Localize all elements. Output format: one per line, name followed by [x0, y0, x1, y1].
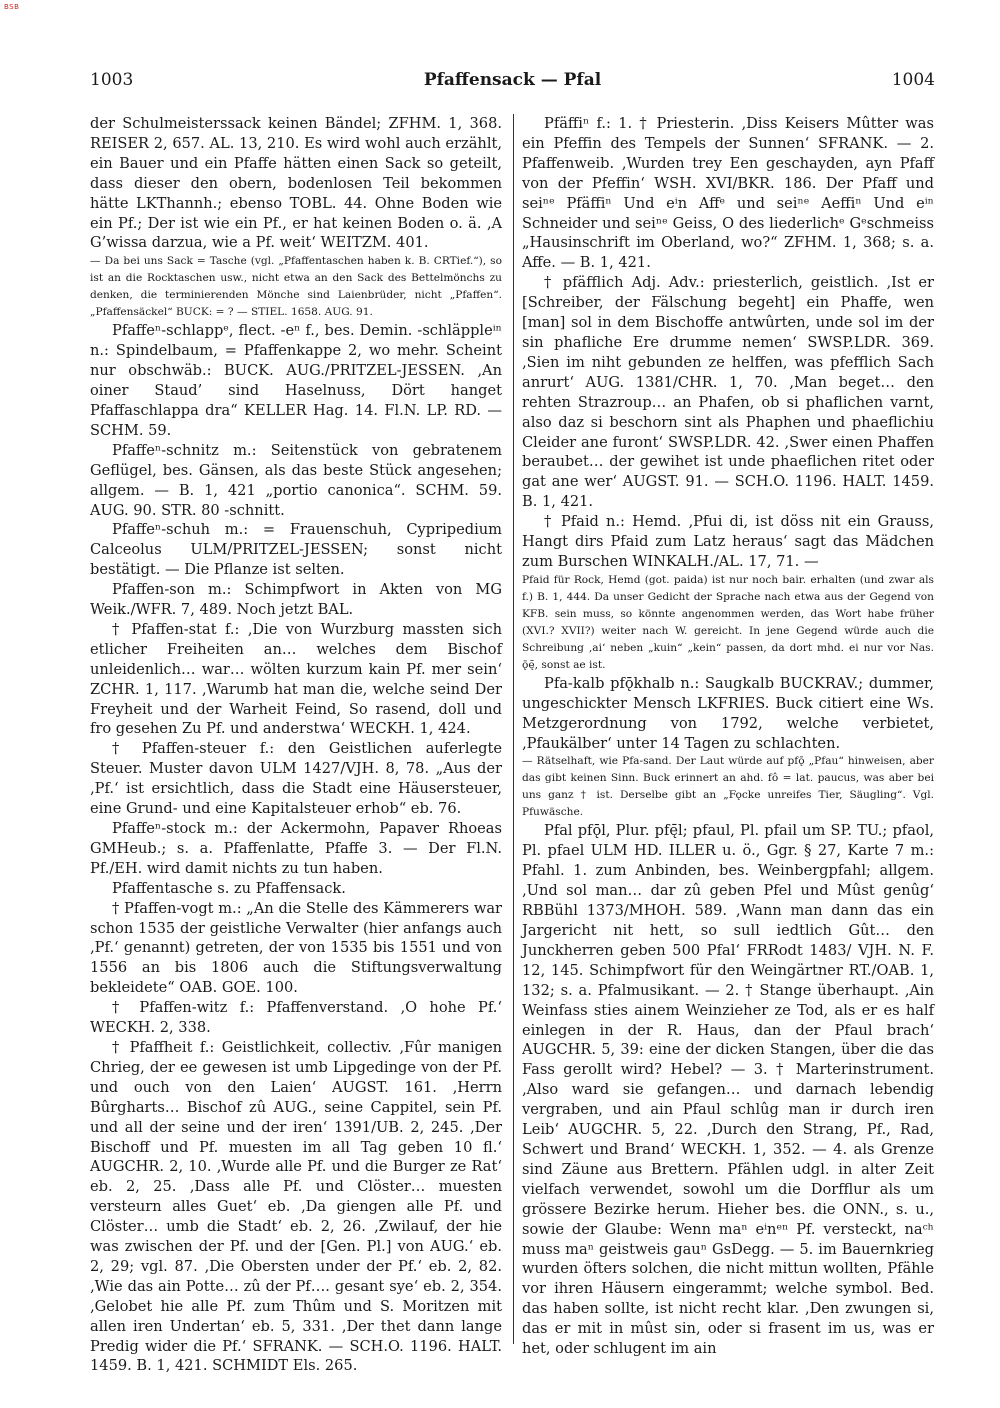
library-stamp: BSB [4, 3, 20, 11]
entry-pfaffheit: † Pfaffheit f.: Geistlichkeit, collectiv. ‚Fûr manigen Chrieg, der ee gewesen ist umb Lipgedinge von der Pf. und ouch von den Laien‘ AUGST. 161. ‚Herrn Bûrgharts… Bischof zû AUG., seine Cappitel, sein Pf. und all der seine und der iren‘ 1391/UB. 2, 245. ‚Der Bischoff und Pf. muesten im all Tag geben 10 fl.‘ AUGCHR. 2, 10. ‚Wurde alle Pf. und die Burger ze Rat‘ eb. 2, 25. ‚Dass alle Pf. und Clöster… muesten versteurn alles Guet‘ eb. ‚Da giengen alle Pf. und Clöster… umb die Stadt‘ eb. 2, 26. ‚Zwilauf, der hie was zwischen der Pf. und der [Gen. Pl.] von AUG.‘ eb. 2, 29; vgl. 87. ‚Die Obersten under der Pf.‘ eb. 2, 82. ‚Wie das ain Potte… zû der Pf…. gesant sye‘ eb. 2, 354. ‚Gelobet hie alle Pf. zum Thûm und S. Moritzen mit allen iren Undertan‘ eb. 5, 331. ‚Der thet dann lange Predig wider die Pf.‘ SFRANK. — SCH.O. 1196. HALT. 1459. B. 1, 421. SCHMIDT Els. 265. [90, 1038, 502, 1375]
entry-pfaffenstat: † Pfaffen-stat f.: ‚Die von Wurzburg massten sich etlicher Freiheiten an… welches dem Bischof unleidenlich… war… wölten kurzum kain Pf. mer sein‘ ZCHR. 1, 117. ‚Warumb hat man die, welche seind Der Freyheit und der Warheit Feind, So rasend, doll und fro gesehen Zu Pf. und anderstwa‘ WECKH. 1, 424. [90, 620, 502, 738]
entry-pfal: Pfal pfǭl, Plur. pfę̄l; pfaul, Pl. pfail um SP. TU.; pfaol, Pl. pfael ULM HD. ILLER u. ö., Ggr. § 27, Karte 7 m.: Pfahl. 1. zum Anbinden, bes. Weinbergpfahl; allgem. ‚Und sol man… dar zû geben Pfel und Mûst genûg‘ RBBühl 1373/MHOH. 589. ‚Wann man dann das ein Jargericht nit hett, so sull iedtlich Gût… den Junckherren geben 500 Pfal‘ FRRodt 1483/ VJH. N. F. 12, 145. Schimpfwort für den Weingärtner RT./OAB. 1, 132; s. a. Pfalmusikant. — 2. † Stange überhaupt. ‚Ain Weinfass sties ainem Weinzieher ze Tod, als er es half einlegen in der R. Haus, dan der Pfaul brach‘ AUGCHR. 5, 39: eine der dicken Stangen, über die das Fass gerollt wird? Hebel? — 3. † Marterinstrument. ‚Also ward sie gefangen… und darnach lebendig vergraben, und ain Pfaul schlûg man ir durch iren Leib‘ AUGCHR. 5, 22. ‚Durch den Strang, Pf., Rad, Schwert und Brand‘ WECKH. 1, 352. — 4. als Grenze sind Zäune aus Brettern. Pfählen udgl. in alter Zeit vielfach verwendet, sowohl um die Dorfflur als um grössere Bezirke herum. Hieher bes. die ONN., s. u., sowie der Glaube: Wenn maⁿ eⁱnᵉⁿ Pf. versteckt, naᶜʰ muss maⁿ geistweis gauⁿ GsDegg. — 5. im Bauernkrieg wurden öfters solchen, die nicht mittun wollten, Pfähle vor ihren Häusern eingerammt; welche symbol. Bed. das haben sollte, ist nicht recht klar. ‚Den zwungen si, das er mit in mûst sin, oder si frasent im us, was er het, oder schlugent im ain [522, 822, 934, 1358]
entry-pfaffenstock: Pfaffeⁿ-stock m.: der Ackermohn, Papaver Rhoeas GMHeub.; s. a. Pfaffenlatte, Pfaffe 3. — Der Fl.N. Pf./EH. wird damit nichts zu tun haben. [90, 820, 502, 877]
entry-pfaffentasche: Pfaffentasche s. zu Pfaffensack. [112, 879, 346, 897]
right-column [522, 114, 934, 1358]
running-title: Pfaffensack — Pfal [423, 70, 602, 90]
page-header [90, 70, 935, 96]
entry-pfaffensteuer: † Pfaffen-steuer f.: den Geistlichen auferlegte Steuer. Muster davon ULM 1427/VJH. 8, 78. „Aus der ‚Pf.‘ ist ersichtlich, dass die Stadt eine Häusersteuer, eine Grund- und eine Kapitalsteuer erhob“ eb. 76. [90, 740, 502, 818]
entry-pfakalb: Pfa-kalb pfǭkhalb n.: Saugkalb BUCKRAV.; dummer, ungeschickter Mensch LKFRIES. Buck citiert eine Ws. Metzgerordnung von 1792, welche verbietet, ‚Pfaukälber‘ unter 14 Tagen zu schlachten. [522, 674, 934, 752]
entry-pfaffenwitz: † Pfaffen-witz f.: Pfaffenverstand. ‚O hohe Pf.‘ WECKH. 2, 338. [90, 999, 502, 1037]
entry-pfaffenson: Pfaffen-son m.: Schimpfwort in Akten von MG Weik./WFR. 7, 489. Noch jetzt BAL. [90, 581, 502, 619]
entry-pfaffenschnitz: Pfaffeⁿ-schnitz m.: Seitenstück von gebratenem Geflügel, bes. Gänsen, als das beste Stück angesehen; allgem. — B. 1, 421 „portio canonica“. SCHM. 59. AUG. 90. STR. 80 -schnitt. [90, 441, 502, 519]
entry-pfaid: † Pfaid n.: Hemd. ‚Pfui di, ist döss nit ein Grauss, Hangt dirs Pfaid zum Latz heraus‘ sagt das Mädchen zum Burschen WINKALH./AL. 17, 71. — [522, 513, 934, 570]
pfaid-note: Pfaid für Rock, Hemd (got. paida) ist nur noch bair. erhalten (und zwar als f.) B. 1, 444. Da unser Gedicht der Sprache nach etwa aus der Gegend von KFB. sein muss, so könnte angenommen werden, das Wort habe früher (XVI.? XVII?) weiter nach W. gereicht. In jene Gegend würde auch die Schreibung ‚ai‘ neben „kuin“ „kein“ passen, da dort mhd. ei nur vor Nas. ǭę̄, sonst ae ist. [522, 573, 934, 671]
left-para-0: der Schulmeisterssack keinen Bändel; ZFHM. 1, 368. REISER 2, 657. AL. 13, 210. Es wird wohl auch erzählt, ein Bauer und ein Pfaffe hätten einen Sack so geteilt, dass dieser den obern, bodenlosen Teil bekommen hätte LKThannh.; ebenso TOBL. 44. Ohne Boden wie ein Pf.; Der ist wie ein Pf., er hat keinen Boden o. ä. ‚A G’wissa darzua, wie a Pf. weit‘ WEITZM. 401. [90, 115, 502, 252]
left-column [90, 114, 502, 1375]
entry-pfaeffin: Pfäffiⁿ f.: 1. † Priesterin. ‚Diss Keisers Mûtter was ein Pfeffin des Tempels der Sunnen‘ SFRANK. — 2. Pfaffenweib. ‚Wurden trey Een geschayden, ayn Pfaff von der Pfeffin‘ WSH. XVI/BKR. 186. Der Pfaff und seiⁿᵉ Pfäffiⁿ Und eⁱn Affᵉ und seiⁿᵉ Aeffiⁿ Und eⁱⁿ Schneider und seiⁿᵉ Geiss, O des liederlichᵉ Gᵉschmeiss „Hausinschrift im Oberland, wo?“ ZFHM. 1, 368; s. a. Affe. — B. 1, 421. [522, 115, 934, 272]
page-number-left: 1003 [90, 70, 134, 90]
entry-pfaefflich: † pfäfflich Adj. Adv.: priesterlich, geistlich. ‚Ist er [Schreiber, der Fälschung begeht] ein Phaffe, wen [man] sol in dem Bischoffe antwûrten, unde sol im der sin phafliche Ere drumme nemen‘ SWSP.LDR. 369. ‚Sien im niht gebunden ze helffen, was pfefflich Sach anrurt‘ AUG. 1381/CHR. 1, 70. ‚Man beget… den rehten Strazroup… an Phafen, ob si phaflichen varnt, also daz si beschorn sint als Phaphen und phaeflichiu Cleider ane furont‘ SWSP.LDR. 42. ‚Swer einen Phaffen beraubet… der gewihet ist unde phaeflichen ritet oder gat ane wer‘ AUGST. 91. — SCH.O. 1196. HALT. 1459. B. 1, 421. [522, 274, 934, 511]
column-divider [513, 114, 514, 1344]
entry-pfaffenschlappe: Pfaffeⁿ-schlappᵉ, flect. -eⁿ f., bes. Demin. -schläppleⁱⁿ n.: Spindelbaum, = Pfaffenkappe 2, wo mehr. Scheint nur obschwäb.: BUCK. AUG./PRITZEL-JESSEN. ‚An oiner Staud’ sind Haselnuss, Dört hanget Pfaffaschlappa dra“ KELLER Hag. 14. Fl.N. LP. RD. — SCHM. 59. [90, 322, 502, 439]
left-note-1: — Da bei uns Sack = Tasche (vgl. „Pfaffentaschen haben k. B. CRTief.“), so ist an die Rocktaschen usw., nicht etwa an den Sack des Bettelmönchs zu denken, die terminierenden Mönche sind Laienbrüder, nicht „Pfaffen“. „Pfaffensäckel“ BUCK: = ? — STIEL. 1658. AUG. 91. [90, 255, 502, 319]
pfakalb-note: — Rätselhaft, wie Pfa-sand. Der Laut würde auf pfǭ „Pfau“ hinweisen, aber das gibt keinen Sinn. Buck erinnert an ahd. fô = lat. paucus, was aber bei uns ganz † ist. Derselbe gibt an „Fǫcke unreifes Tier, Säugling“. Vgl. Pfuwäsche. [522, 755, 934, 819]
entry-pfaffenvogt: † Pfaffen-vogt m.: „An die Stelle des Kämmerers war schon 1535 der geistliche Verwalter (hier anfangs auch ‚Pf.‘ genannt) getreten, der von 1535 bis 1551 und von 1556 an bis 1806 auch die Stiftungsverwaltung bekleidete“ OAB. GOE. 100. [90, 899, 502, 997]
page-number-right: 1004 [891, 70, 935, 90]
entry-pfaffenschuh: Pfaffeⁿ-schuh m.: = Frauenschuh, Cypripedium Calceolus ULM/PRITZEL-JESSEN; sonst nicht bestätigt. — Die Pflanze ist selten. [90, 521, 502, 579]
